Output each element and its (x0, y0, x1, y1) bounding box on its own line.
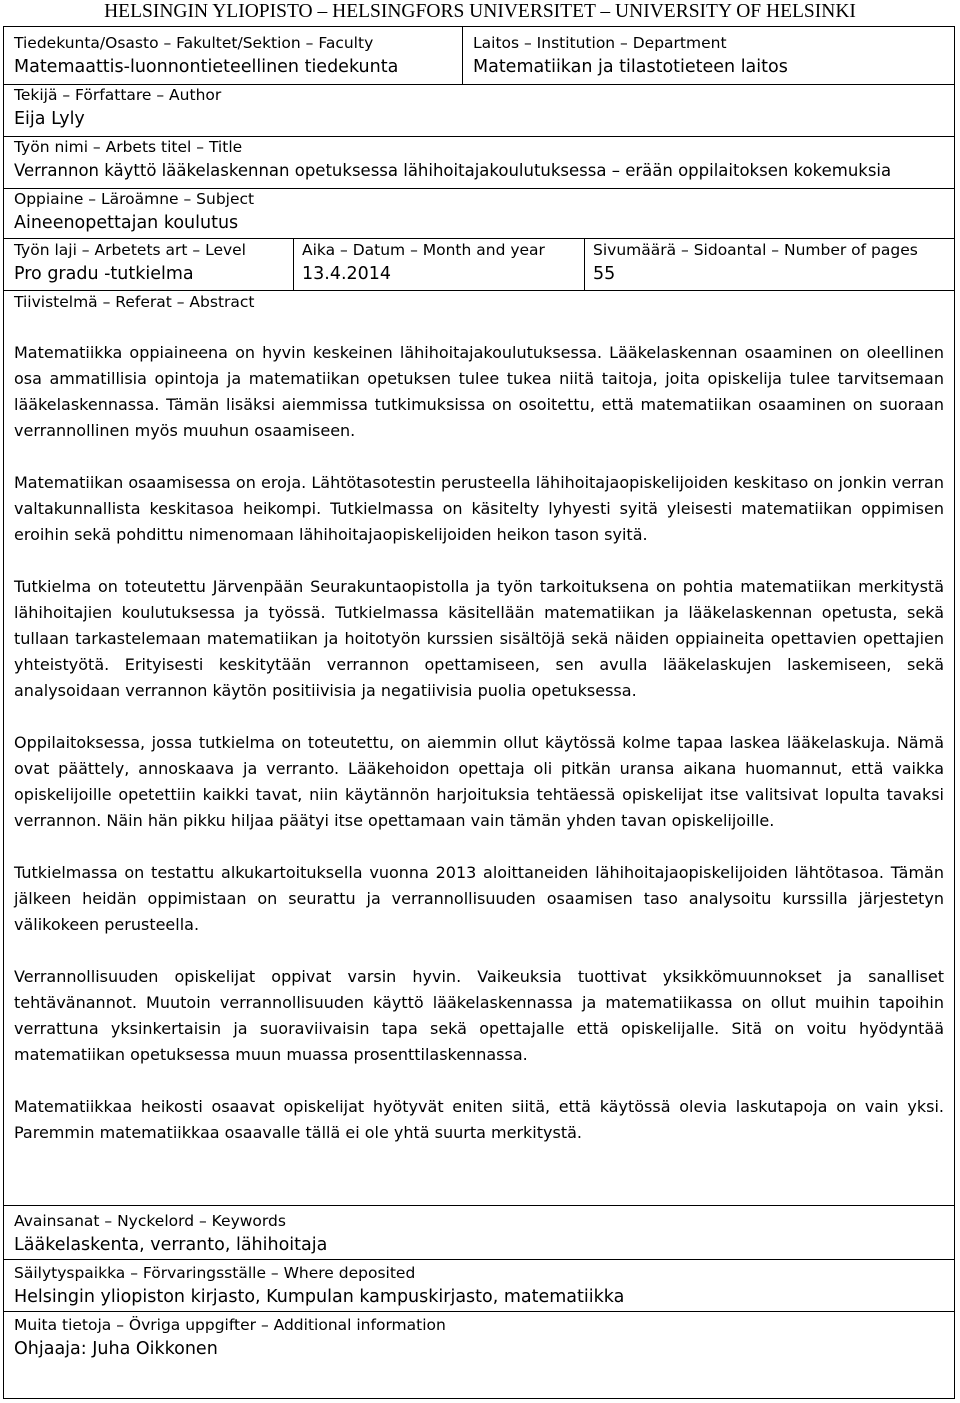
keywords-label: Avainsanat – Nyckelord – Keywords (14, 1212, 286, 1230)
divider (293, 238, 294, 290)
additional-label: Muita tietoja – Övriga uppgifter – Additional information (14, 1316, 446, 1334)
pages-label: Sivumäärä – Sidoantal – Number of pages (593, 241, 918, 259)
abstract-paragraph: Matematiikkaa heikosti osaavat opiskelijat hyötyvät eniten siitä, että käytössä olevia laskutapoja on vain yksi. Paremmin matematiikkaa osaavalle tällä ei ole yhtä suurta merkitystä. (14, 1097, 944, 1142)
abstract-paragraph: Tutkielmassa on testattu alkukartoituksella vuonna 2013 aloittaneiden lähihoitajaopiskelijoiden lähtötasoa. Tämän jälkeen heidän oppimistaan on seurattu ja verrannollisuuden osaamisen taso analysoitu kurssilla järjestetyn välikokeen perusteella. (14, 863, 944, 934)
abstract-paragraph: Matematiikan osaamisessa on eroja. Lähtötasotestin perusteella lähihoitajaopiskelijoiden keskitaso on jonkin verran valtakunnallista keskitasoa heikompi. Tutkielmassa on käsitelty lyhyesti syitä yleisesti matematiikan oppimisen eroihin sekä pohdittu nimenomaan lähihoitajaopiskelijoiden heikon tason syitä. (14, 473, 944, 544)
divider (4, 1259, 954, 1260)
deposited-label: Säilytyspaikka – Förvaringsställe – Where deposited (14, 1264, 416, 1282)
deposited-value: Helsingin yliopiston kirjasto, Kumpulan kampuskirjasto, matematiikka (14, 1287, 625, 1307)
divider (462, 27, 463, 84)
department-value: Matematiikan ja tilastotieteen laitos (473, 57, 788, 77)
author-value: Eija Lyly (14, 109, 85, 129)
abstract-form (3, 26, 955, 1399)
subject-value: Aineenopettajan koulutus (14, 213, 239, 233)
faculty-label: Tiedekunta/Osasto – Fakultet/Sektion – Faculty (14, 34, 374, 52)
divider (4, 1311, 954, 1312)
faculty-value: Matemaattis-luonnontieteellinen tiedekunta (14, 57, 399, 77)
abstract-paragraph: Tutkielma on toteutettu Järvenpään Seurakuntaopistolla ja työn tarkoituksena on pohtia matematiikan merkitystä lähihoitajien koulutuksessa ja työssä. Tutkielmassa käsitellään matematiikan ja lääkelaskennan opetusta, sekä tullaan tarkastelemaan matematiikan ja hoitotyön kurssien sisältöjä sekä näiden oppiaineita opettavien opettajien yhteistyötä. Erityisesti keskitytään verrannon opettamiseen, sen avulla lääkelaskujen laskemiseen, sekä analysoidaan verrannon käytön positiivisia ja negatiivisia puolia opetuksessa. (14, 577, 944, 700)
level-label: Työn laji – Arbetets art – Level (14, 241, 246, 259)
date-label: Aika – Datum – Month and year (302, 241, 545, 259)
abstract-label: Tiivistelmä – Referat – Abstract (14, 293, 255, 311)
title-value: Verrannon käyttö lääkelaskennan opetuksessa lähihoitajakoulutuksessa – erään oppilaitoksen kokemuksia (14, 161, 892, 180)
subject-label: Oppiaine – Läroämne – Subject (14, 190, 255, 208)
author-label: Tekijä – Författare – Author (14, 86, 222, 104)
abstract-paragraph: Verrannollisuuden opiskelijat oppivat varsin hyvin. Vaikeuksia tuottivat yksikkömuunnokset ja sanalliset tehtävänannot. Muutoin verrannollisuuden käyttö lääkelaskennassa ja matematiikassa on ollut muihin tapoihin verrattuna yksinkertaisin ja suoraviivaisin tapa sekä opettajalle että opiskelijalle. Sitä on voitu hyödyntää matematiikan opetuksessa muun muassa prosenttilaskennassa. (14, 967, 944, 1064)
abstract-paragraph: Matematiikka oppiaineena on hyvin keskeinen lähihoitajakoulutuksessa. Lääkelaskennan osaaminen on oleellinen osa ammatillisia opintoja ja matematiikan opetuksen tulee tukea niitä taitoja, joita opiskelija tulee tarvitsemaan lääkelaskennassa. Tämän lisäksi aiemmissa tutkimuksissa on osoitettu, että matematiikan osaaminen on suoraan verrannollinen myös muuhun osaamiseen. (14, 343, 944, 440)
divider (4, 1205, 954, 1206)
divider (4, 290, 954, 291)
title-label: Työn nimi – Arbets titel – Title (14, 138, 243, 156)
keywords-value: Lääkelaskenta, verranto, lähihoitaja (14, 1235, 328, 1255)
additional-value: Ohjaaja: Juha Oikkonen (14, 1339, 218, 1359)
abstract-body (14, 340, 944, 1172)
university-header: HELSINGIN YLIOPISTO – HELSINGFORS UNIVERSITET – UNIVERSITY OF HELSINKI (104, 1, 856, 22)
divider (4, 238, 954, 239)
pages-value: 55 (593, 264, 616, 284)
department-label: Laitos – Institution – Department (473, 34, 727, 52)
level-value: Pro gradu -tutkielma (14, 264, 194, 284)
date-value: 13.4.2014 (302, 264, 392, 284)
divider (584, 238, 585, 290)
abstract-paragraph: Oppilaitoksessa, jossa tutkielma on toteutettu, on aiemmin ollut käytössä kolme tapaa laskea lääkelaskuja. Nämä ovat päättely, annoskaava ja verranto. Lääkehoidon opettaja oli pitkän uransa aikana huomannut, että vaikka opiskelijoille opetettiin kaikki tavat, niin käytännön harjoituksia tehtäessä opiskelijat itse valitsivat lopulta tavaksi verrannon. Näin hän pikku hiljaa päätyi itse opettamaan vain tämän yhden tavan opiskelijoille. (14, 733, 944, 830)
